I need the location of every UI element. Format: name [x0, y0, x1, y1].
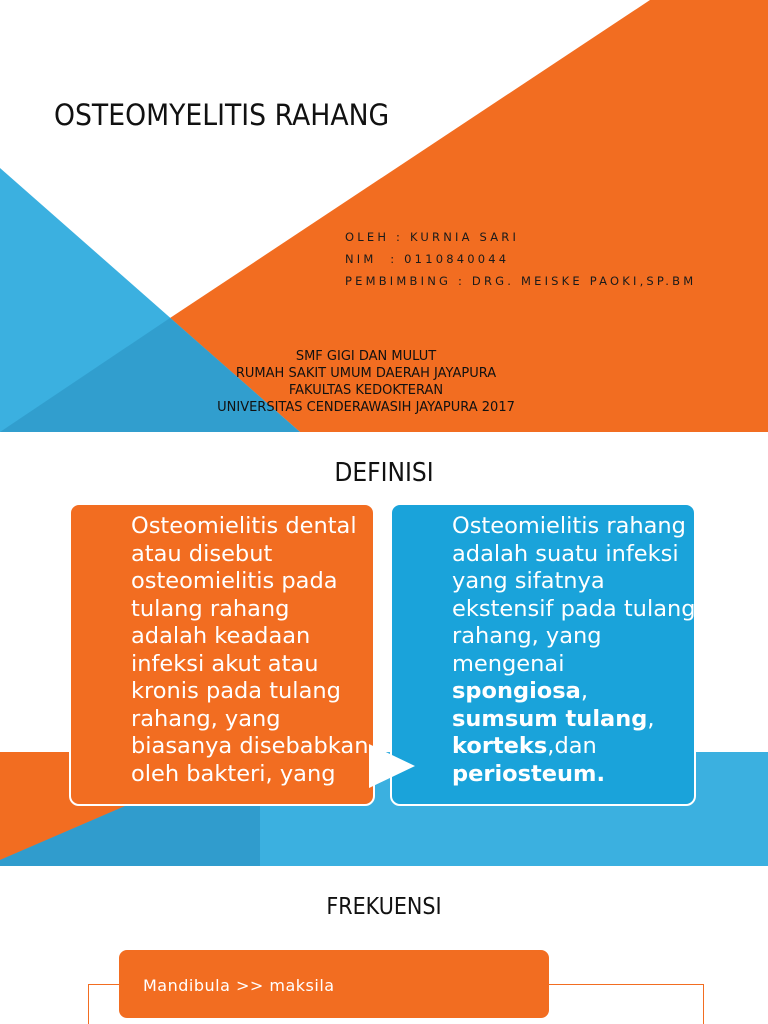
term-spongiosa: spongiosa: [452, 678, 581, 704]
frequency-slide: [0, 874, 768, 1024]
frequency-text: Mandibula >> maksila: [143, 976, 335, 995]
term-sumsum-tulang: sumsum tulang: [452, 705, 648, 732]
institution-line: FAKULTAS KEDOKTERAN: [288, 383, 444, 398]
author-nim: NIM : 0110840044: [345, 252, 510, 266]
institution-line: RUMAH SAKIT UMUM DAERAH JAYAPURA: [235, 366, 497, 381]
author-supervisor: PEMBIMBING : DRG. MEISKE PAOKI,SP.BM: [345, 274, 697, 288]
separator: ,: [647, 705, 655, 732]
definition-text: Osteomielitis rahang adalah suatu infeksi yang sifatnya ekstensif pada tulang rahang, yang mengenai: [452, 513, 696, 677]
term-korteks: korteks: [452, 733, 548, 759]
institution-line: UNIVERSITAS CENDERAWASIH JAYAPURA 2017: [217, 400, 515, 415]
definition-text-left: Osteomielitis dental atau disebut osteomielitis pada tulang rahang adalah keadaan infeksi akut atau kronis pada tulang rahang, yang biasanya disebabkan oleh bakteri, yang: [131, 513, 369, 787]
term-periosteum: periosteum.: [452, 760, 606, 787]
arrow-right-icon: [369, 744, 415, 788]
definition-box-right: [390, 503, 696, 806]
section-heading: DEFINISI: [334, 458, 434, 488]
frequency-label-box: [119, 950, 549, 1018]
slide-title: OSTEOMYELITIS RAHANG: [54, 98, 390, 132]
title-slide: [0, 0, 768, 432]
definition-slide: [0, 440, 768, 866]
author-block: [345, 226, 696, 292]
definition-text-right: [452, 513, 696, 788]
author-name: OLEH : KURNIA SARI: [345, 230, 520, 244]
institution-block: [166, 348, 566, 416]
separator: ,: [580, 678, 588, 704]
separator: ,dan: [547, 733, 597, 759]
institution-line: SMF GIGI DAN MULUT: [295, 349, 437, 364]
definition-box-left: [69, 503, 375, 806]
section-heading: FREKUENSI: [326, 894, 442, 920]
